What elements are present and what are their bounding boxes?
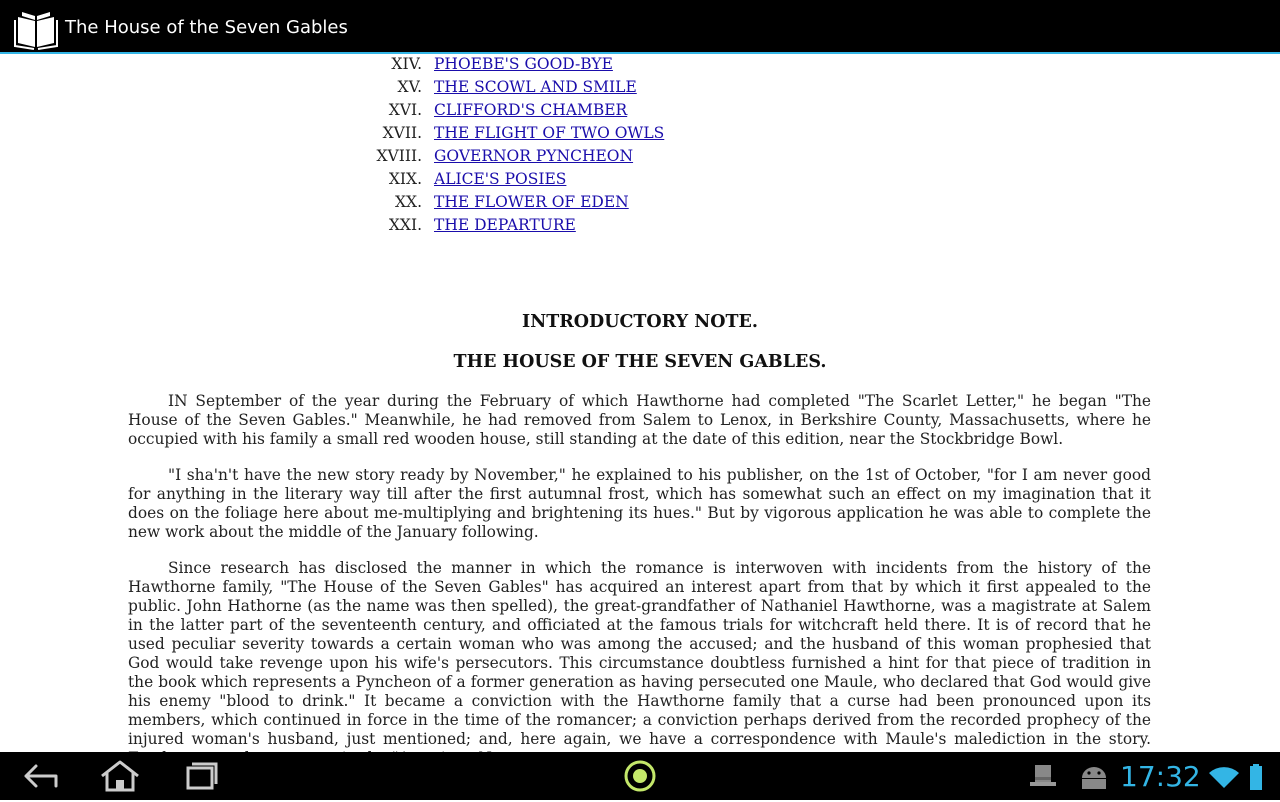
book-icon[interactable] — [14, 7, 58, 49]
toc-item — [360, 99, 660, 122]
section-subheading: THE HOUSE OF THE SEVEN GABLES. — [453, 352, 827, 372]
chapter-number: XVIII. — [376, 147, 422, 165]
chapter-number: XVII. — [382, 124, 422, 142]
toc-item — [360, 76, 660, 99]
clock[interactable]: 17:32 — [1120, 760, 1201, 793]
battery-icon[interactable] — [1244, 756, 1268, 796]
paragraph: IN September of the year during the February of which Hawthorne had completed "The Scarlet Letter," he began "The House of the Seven Gables." Meanwhile, he had removed from Salem to Lenox, in Berkshire County, Massachusetts, where he occupied with his family a small red wooden house, still standing at the date of this edition, near the Stockbridge Bowl. — [128, 392, 1151, 448]
toc-item — [360, 145, 660, 168]
chapter-link[interactable]: ALICE'S POSIES — [434, 170, 567, 188]
book-page[interactable] — [0, 54, 1280, 752]
system-navigation-bar — [0, 752, 1280, 800]
toc-item — [360, 122, 665, 145]
chapter-number: XIX. — [388, 170, 422, 188]
body-text — [128, 392, 1151, 785]
toc-item — [360, 168, 660, 191]
back-icon[interactable] — [12, 756, 68, 796]
toc-item — [360, 214, 660, 237]
action-bar — [0, 0, 1280, 54]
chapter-number: XVI. — [388, 101, 422, 119]
toc-item — [360, 53, 660, 76]
wifi-icon[interactable] — [1206, 756, 1242, 796]
chapter-link[interactable]: THE FLOWER OF EDEN — [434, 193, 629, 211]
paragraph: Since research has disclosed the manner in which the romance is interwoven with incidents from the history of the Hawthorne family, "The House of the Seven Gables" has acquired an interest apart from that by which it first appealed to the public. John Hathorne (as the name was then spelled), the great-grandfather of Nathaniel Hawthorne, was a magistrate at Salem in the latter part of the seventeenth century, and officiated at the famous trials for witchcraft held there. It is of record that he used peculiar severity towards a certain woman who was among the accused; and the husband of this woman prophesied that God would take revenge upon his wife's persecutors. This circumstance doubtless furnished a hint for that piece of tradition in the book which represents a Pyncheon of a former generation as having persecuted one Maule, who declared that God would give his enemy "blood to drink." It became a conviction with the Hawthorne family that a curse had been pronounced upon its members, which continued in force in the time of the romancer; a conviction perhaps derived from the recorded prophecy of the injured woman's husband, just mentioned; and, here again, we have a correspondence with Maule's malediction in the story. — [128, 559, 1151, 748]
top-hat-icon[interactable] — [1018, 756, 1066, 796]
chapter-link[interactable]: PHOEBE'S GOOD-BYE — [434, 55, 613, 73]
chapter-number: XXI. — [388, 216, 422, 234]
paragraph: "I sha'n't have the new story ready by November," he explained to his publisher, on the 1st of October, "for I am never good for anything in the literary way till after the first autumnal frost, which has somewhat such an effect on my imagination that it does on the foliage here about me-multiplying and brightening its hues." But by vigorous application he was able to complete the new work about the middle of the January following. — [128, 466, 1151, 541]
center-circle-icon[interactable] — [612, 756, 668, 796]
android-icon[interactable] — [1070, 756, 1118, 796]
toc-item — [360, 191, 660, 214]
chapter-link[interactable]: CLIFFORD'S CHAMBER — [434, 101, 628, 119]
chapter-number: XV. — [397, 78, 422, 96]
chapter-number: XX. — [395, 193, 422, 211]
table-of-contents — [360, 53, 665, 237]
home-icon[interactable] — [92, 756, 148, 796]
chapter-number: XIV. — [391, 55, 422, 73]
chapter-link[interactable]: THE SCOWL AND SMILE — [434, 78, 637, 96]
section-heading: INTRODUCTORY NOTE. — [522, 312, 758, 332]
chapter-link[interactable]: THE FLIGHT OF TWO OWLS — [434, 124, 665, 142]
chapter-link[interactable]: GOVERNOR PYNCHEON — [434, 147, 634, 165]
chapter-link[interactable]: THE DEPARTURE — [434, 216, 576, 234]
app-title[interactable]: The House of the Seven Gables — [65, 17, 348, 38]
recent-apps-icon[interactable] — [172, 756, 228, 796]
